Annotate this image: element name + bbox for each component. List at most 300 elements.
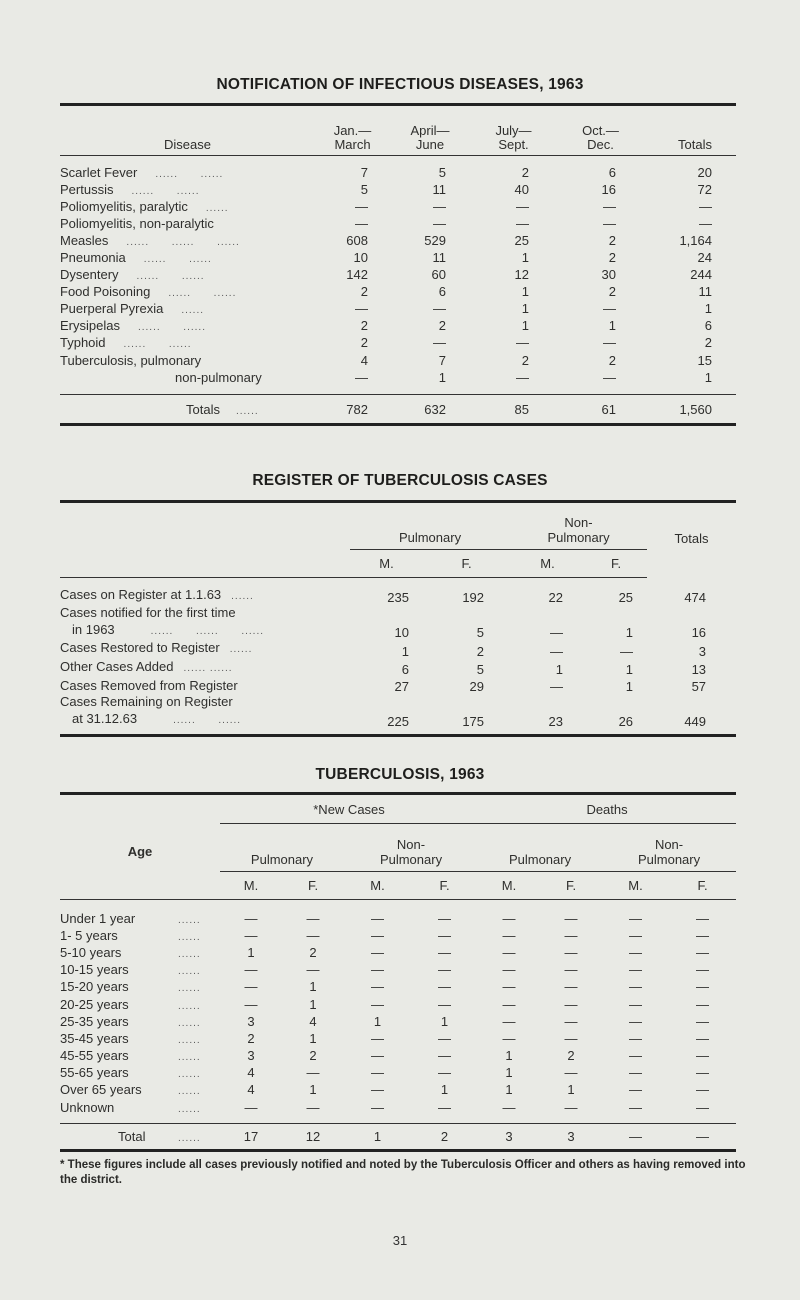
age-value-cell: — — [306, 927, 320, 943]
table-row — [60, 1064, 736, 1081]
table3-title: TUBERCULOSIS, 1963 — [315, 766, 485, 783]
age-value-cell: — — [696, 1048, 710, 1064]
value-cell: — — [516, 215, 529, 231]
disease-name: Poliomyelitis, paralytic — [60, 198, 188, 214]
register-label: Cases Remaining on Register — [60, 694, 233, 709]
disease-name: Measles — [60, 232, 109, 248]
register-label-cell — [60, 659, 350, 678]
register-value-cell: 5 — [476, 625, 485, 640]
age-value-cell: 3 — [247, 1048, 255, 1064]
q4-header-line2: Dec. — [587, 137, 614, 152]
age-value-cell: 1 — [440, 1082, 449, 1098]
table-row — [60, 927, 736, 944]
disease-cell — [60, 232, 315, 249]
register-value-cell: 22 — [548, 590, 564, 605]
spacer-row — [60, 900, 736, 910]
col-q1-header — [315, 105, 390, 156]
register-value-cell: 16 — [691, 625, 707, 640]
register-value-cell: 2 — [476, 643, 485, 659]
register-value-cell: 3 — [698, 643, 707, 659]
value-cell: 2 — [704, 335, 712, 351]
register-value-cell: — — [550, 625, 564, 640]
value-cell: 1 — [438, 369, 446, 385]
leader-dots: ...... — [178, 948, 201, 960]
age-value-cell: 2 — [247, 1030, 255, 1046]
totals-value-cell: 61 — [601, 401, 616, 417]
register-value-cell: 235 — [387, 590, 409, 605]
register-label: Cases Removed from Register — [60, 677, 238, 693]
register-label-line1 — [60, 659, 350, 678]
table-row — [60, 1099, 736, 1116]
disease-cell — [60, 369, 315, 386]
age-value-cell: 1 — [505, 1065, 513, 1081]
nonpulm-f-header: F. — [585, 550, 647, 578]
value-cell: 10 — [353, 250, 368, 266]
age-value-cell: — — [564, 944, 578, 960]
age-value-cell: — — [564, 996, 578, 1012]
table3-group-header-row — [60, 794, 736, 824]
value-cell: — — [603, 301, 616, 317]
value-cell: 25 — [514, 232, 529, 248]
leader-dots: ...... — [178, 914, 201, 926]
age-value-cell: — — [371, 1082, 384, 1098]
totals-row — [60, 395, 736, 425]
q2-header-line2: June — [415, 137, 445, 152]
table1-title: NOTIFICATION OF INFECTIOUS DISEASES, 1963 — [216, 76, 584, 93]
age-value-cell: — — [371, 979, 384, 995]
totals-value-cell: 85 — [514, 401, 529, 417]
value-cell: 1 — [521, 284, 529, 300]
table-row — [60, 640, 736, 659]
register-value-cell: — — [550, 679, 564, 694]
age-header: Age — [60, 794, 220, 900]
age-value-cell: — — [696, 1013, 710, 1029]
deaths-header: Deaths — [478, 794, 736, 824]
leader-dots: ...... — [178, 1133, 201, 1145]
age-value-cell: — — [371, 1030, 384, 1046]
age-value-cell: 1 — [309, 1030, 317, 1046]
register-label-line1 — [60, 587, 350, 606]
age-value-cell: — — [371, 1065, 384, 1081]
disease-name: Pertussis — [60, 181, 114, 197]
value-cell: 6 — [704, 318, 712, 334]
leader-dots: ...... — [178, 1069, 201, 1081]
total-label: Total — [118, 1129, 146, 1145]
leader-dots: ...... — [181, 305, 204, 317]
register-value-cell: 1 — [401, 643, 409, 659]
age-cell — [60, 944, 220, 961]
table-row — [60, 300, 736, 317]
age-value-cell: — — [564, 927, 578, 943]
age-value-cell: — — [696, 1082, 710, 1098]
total-value-cell: 3 — [505, 1129, 513, 1145]
disease-cell — [60, 215, 315, 232]
age-label: 45-55 years — [60, 1048, 129, 1064]
totals-value-cell: 1,560 — [679, 401, 712, 417]
register-label: Other Cases Added — [60, 658, 174, 674]
new-nonpulm-f-header: F. — [439, 878, 450, 893]
age-value-cell: — — [696, 927, 710, 943]
pulm-m-header: M. — [350, 550, 423, 578]
register-label-cell — [60, 587, 350, 606]
leader-dots: ...... ...... — [131, 185, 200, 197]
death-pulm-f-header: F. — [565, 878, 577, 893]
leader-dots: ...... ...... ...... — [126, 236, 240, 248]
register-label-cont: at 31.12.63 — [72, 710, 138, 726]
age-value-cell: — — [629, 910, 643, 926]
leader-dots: ...... — [178, 1052, 201, 1064]
disease-cell — [60, 266, 315, 283]
age-value-cell: 4 — [247, 1082, 255, 1098]
age-label: 10-15 years — [60, 962, 129, 978]
col-q4-header — [557, 105, 644, 156]
value-cell: 4 — [360, 352, 368, 368]
value-cell: 608 — [346, 232, 368, 248]
age-value-cell: — — [438, 1065, 452, 1081]
table3-footnote: * These figures include all cases previously notified and noted by the Tuberculosis Officer and others as having removed into the district. — [60, 1159, 746, 1186]
leader-dots: ...... ...... — [168, 288, 237, 300]
value-cell: 2 — [521, 164, 529, 180]
spacer-row — [60, 578, 736, 587]
table-row — [60, 961, 736, 978]
age-value-cell: — — [696, 996, 710, 1012]
leader-dots: ...... — [178, 1086, 201, 1098]
non-pulmonary-line2: Pulmonary — [547, 530, 610, 545]
age-value-cell: — — [371, 944, 384, 960]
value-cell: 5 — [438, 164, 446, 180]
leader-dots: ...... ...... — [143, 254, 212, 266]
death-nonpulm-f-header: F. — [697, 878, 708, 893]
register-value-cell: 13 — [691, 662, 707, 677]
total-value-cell: — — [629, 1129, 643, 1145]
table-row — [60, 677, 736, 694]
leader-dots: ...... ...... ...... — [150, 625, 265, 637]
value-cell: 2 — [360, 318, 368, 334]
value-cell: 1 — [521, 318, 529, 334]
value-cell: 142 — [346, 267, 368, 283]
total-value-cell: 3 — [567, 1129, 575, 1145]
age-value-cell: — — [502, 927, 516, 943]
table-row — [60, 659, 736, 678]
total-value-cell: 2 — [440, 1129, 449, 1145]
register-value-cell: 23 — [548, 714, 564, 729]
table-row — [60, 1047, 736, 1064]
age-value-cell: 1 — [247, 944, 255, 960]
age-value-cell: — — [371, 910, 384, 926]
leader-dots: ...... — [231, 590, 254, 602]
death-nonpulm-m-header: M. — [628, 878, 643, 893]
q1-header-line2: March — [334, 137, 371, 152]
age-value-cell: — — [244, 1099, 258, 1115]
age-value-cell: — — [371, 996, 384, 1012]
value-cell: — — [603, 369, 616, 385]
pulmonary-group-header: Pulmonary — [350, 502, 510, 550]
table-row — [60, 1030, 736, 1047]
value-cell: — — [516, 335, 529, 351]
value-cell: 6 — [608, 164, 616, 180]
value-cell: 244 — [690, 267, 712, 283]
register-label-line2 — [60, 711, 350, 730]
table-row — [60, 164, 736, 181]
table-row — [60, 978, 736, 995]
non-pulmonary-line1: Non- — [564, 515, 593, 530]
value-cell: 2 — [608, 232, 616, 248]
table2-body — [60, 578, 736, 736]
disease-cell — [60, 249, 315, 266]
value-cell: 12 — [514, 267, 529, 283]
age-value-cell: — — [438, 996, 452, 1012]
age-value-cell: — — [564, 1030, 578, 1046]
leader-dots: ...... ...... — [155, 168, 224, 180]
age-value-cell: — — [696, 944, 710, 960]
disease-name: non-pulmonary — [175, 369, 262, 385]
spacer-row — [60, 156, 736, 164]
total-row — [60, 1124, 736, 1151]
age-value-cell: — — [629, 1065, 643, 1081]
value-cell: 30 — [601, 267, 616, 283]
value-cell: 2 — [608, 352, 616, 368]
register-value-cell: 10 — [394, 625, 409, 640]
value-cell: 6 — [438, 284, 446, 300]
age-label: 35-45 years — [60, 1030, 129, 1046]
age-value-cell: — — [502, 944, 516, 960]
age-value-cell: — — [502, 962, 516, 978]
value-cell: 15 — [697, 352, 712, 368]
value-cell: 60 — [431, 267, 446, 283]
value-cell: — — [433, 301, 446, 317]
q3-header-line1: July— — [495, 123, 532, 138]
new-nonpulmonary-line1: Non- — [396, 837, 426, 852]
table-row — [60, 266, 736, 283]
leader-dots: ...... ...... — [137, 322, 206, 334]
age-value-cell: 1 — [567, 1082, 575, 1098]
leader-dots: ...... — [178, 1103, 201, 1115]
age-label: Unknown — [60, 1099, 115, 1115]
leader-dots: ...... ...... — [173, 714, 242, 726]
leader-dots: ...... ...... — [183, 662, 233, 674]
age-cell — [60, 1030, 220, 1047]
register-value-cell: 175 — [462, 714, 485, 729]
total-value-cell: 17 — [243, 1129, 259, 1145]
age-value-cell: — — [564, 910, 578, 926]
value-cell: 5 — [360, 181, 368, 197]
spacer-cell — [60, 156, 736, 164]
page-number: 31 — [392, 1233, 408, 1248]
nonpulm-m-header: M. — [510, 550, 585, 578]
table-row — [60, 995, 736, 1012]
age-value-cell: — — [564, 1065, 578, 1081]
value-cell: 7 — [360, 164, 368, 180]
age-value-cell: — — [629, 1048, 643, 1064]
age-value-cell: 3 — [247, 1013, 255, 1029]
tb-register-table — [60, 500, 736, 737]
disease-name: Food Poisoning — [60, 284, 151, 300]
register-label: Cases Restored to Register — [60, 640, 220, 655]
spacer-row — [60, 386, 736, 395]
value-cell: 2 — [608, 250, 616, 266]
age-value-cell: — — [438, 910, 452, 926]
value-cell: 72 — [697, 181, 712, 197]
age-value-cell: — — [502, 910, 516, 926]
q2-header-line1: April— — [410, 123, 450, 138]
age-value-cell: — — [502, 996, 516, 1012]
death-pulm-m-header: M. — [501, 878, 517, 893]
age-value-cell: 1 — [440, 1013, 449, 1029]
age-value-cell: — — [244, 910, 258, 926]
disease-name: Typhoid — [60, 335, 106, 351]
age-cell — [60, 995, 220, 1012]
table-row — [60, 317, 736, 334]
register-label: Cases on Register at 1.1.63 — [60, 586, 222, 602]
value-cell: 529 — [424, 232, 446, 248]
value-cell: 1 — [521, 301, 529, 317]
leader-dots: ...... — [178, 931, 201, 943]
value-cell: 20 — [697, 164, 712, 180]
non-pulmonary-group-header — [510, 502, 647, 550]
register-value-cell: 29 — [469, 679, 485, 694]
age-value-cell: — — [371, 927, 384, 943]
age-value-cell: — — [629, 962, 643, 978]
disease-name: Tuberculosis, pulmonary — [60, 352, 202, 368]
total-value-cell: 12 — [305, 1129, 321, 1145]
disease-name: Dysentery — [60, 267, 119, 283]
table3-body — [60, 900, 736, 1151]
age-label: Under 1 year — [60, 910, 136, 926]
age-value-cell: — — [244, 962, 258, 978]
leader-dots: ...... — [178, 1017, 201, 1029]
totals-label-cell — [60, 395, 315, 425]
register-label-line1 — [60, 640, 350, 659]
age-value-cell: 1 — [505, 1082, 513, 1098]
age-cell — [60, 1064, 220, 1081]
register-value-cell: 225 — [387, 714, 409, 729]
value-cell: 1 — [704, 369, 712, 385]
register-value-cell: — — [550, 643, 564, 659]
disease-name: Scarlet Fever — [60, 164, 138, 180]
age-value-cell: — — [438, 1099, 452, 1115]
age-value-cell: — — [306, 1099, 320, 1115]
age-value-cell: 1 — [309, 979, 317, 995]
age-value-cell: — — [244, 927, 258, 943]
age-label: 15-20 years — [60, 979, 129, 995]
register-value-cell: 27 — [394, 679, 409, 694]
leader-dots: ...... ...... — [136, 271, 205, 283]
disease-cell — [60, 164, 315, 181]
age-cell — [60, 1081, 220, 1098]
col-q2-header — [390, 105, 470, 156]
spacer-cell — [60, 1116, 736, 1124]
table-row — [60, 181, 736, 198]
table2-totals-header: Totals — [674, 531, 709, 546]
table2-empty-header — [60, 502, 350, 550]
age-value-cell: — — [629, 927, 643, 943]
value-cell: — — [433, 198, 446, 214]
age-value-cell: — — [696, 1099, 710, 1115]
table-row — [60, 198, 736, 215]
age-cell — [60, 1013, 220, 1030]
value-cell: 11 — [432, 250, 446, 266]
age-value-cell: — — [438, 927, 452, 943]
age-value-cell: — — [564, 962, 578, 978]
table-row — [60, 352, 736, 369]
age-value-cell: — — [371, 962, 384, 978]
col-q3-header — [470, 105, 557, 156]
new-pulm-f-header: F. — [307, 878, 319, 893]
register-value-cell: 449 — [684, 714, 707, 729]
table-row — [60, 249, 736, 266]
pulm-f-header: F. — [423, 550, 510, 578]
register-label-cell — [60, 605, 350, 640]
value-cell: 2 — [360, 335, 368, 351]
infectious-diseases-table — [60, 103, 736, 426]
age-cell — [60, 927, 220, 944]
register-value-cell: 26 — [618, 714, 634, 729]
age-value-cell: — — [696, 979, 710, 995]
table2-mf-header-row — [60, 550, 736, 578]
deaths-nonpulmonary-line2: Pulmonary — [637, 852, 701, 867]
value-cell: — — [355, 198, 368, 214]
table2-title: REGISTER OF TUBERCULOSIS CASES — [252, 472, 548, 489]
value-cell: — — [516, 369, 529, 385]
spacer-cell — [60, 578, 736, 587]
table2-group-header-row — [60, 502, 736, 550]
value-cell: — — [699, 198, 712, 214]
deaths-nonpulmonary-line1: Non- — [654, 837, 684, 852]
age-value-cell: — — [564, 979, 578, 995]
age-value-cell: — — [371, 1048, 384, 1064]
age-cell — [60, 961, 220, 978]
table-row — [60, 215, 736, 232]
value-cell: 40 — [514, 181, 529, 197]
total-value-cell: — — [696, 1129, 710, 1145]
new-nonpulmonary-line2: Pulmonary — [379, 852, 443, 867]
age-cell — [60, 1047, 220, 1064]
age-label: 20-25 years — [60, 996, 129, 1012]
age-value-cell: — — [629, 996, 643, 1012]
table-row — [60, 369, 736, 386]
register-label-line1 — [60, 678, 350, 695]
value-cell: — — [699, 215, 712, 231]
age-value-cell: — — [306, 1065, 320, 1081]
age-value-cell: — — [371, 1099, 384, 1115]
disease-name: Poliomyelitis, non-paralytic — [60, 215, 214, 231]
age-value-cell: — — [629, 1099, 643, 1115]
value-cell: — — [603, 335, 616, 351]
new-pulmonary-header: Pulmonary — [250, 852, 314, 867]
age-label: 5-10 years — [60, 944, 122, 960]
age-cell — [60, 910, 220, 927]
disease-cell — [60, 181, 315, 198]
age-value-cell: — — [502, 979, 516, 995]
table1-body — [60, 156, 736, 425]
table-row — [60, 283, 736, 300]
age-value-cell: — — [438, 1030, 452, 1046]
register-value-cell: — — [620, 643, 634, 659]
age-value-cell: — — [696, 910, 710, 926]
age-value-cell: — — [629, 1082, 643, 1098]
totals-label: Totals — [186, 401, 220, 417]
age-value-cell: 2 — [567, 1048, 575, 1064]
value-cell: — — [603, 198, 616, 214]
register-label: Cases notified for the first time — [60, 605, 236, 620]
value-cell: — — [355, 369, 368, 385]
col-totals-header: Totals — [678, 137, 712, 152]
age-value-cell: 4 — [309, 1013, 317, 1029]
register-label-line1 — [60, 694, 350, 711]
value-cell: 1 — [521, 250, 529, 266]
totals-value-cell: 782 — [346, 401, 368, 417]
spacer-cell — [60, 900, 736, 910]
